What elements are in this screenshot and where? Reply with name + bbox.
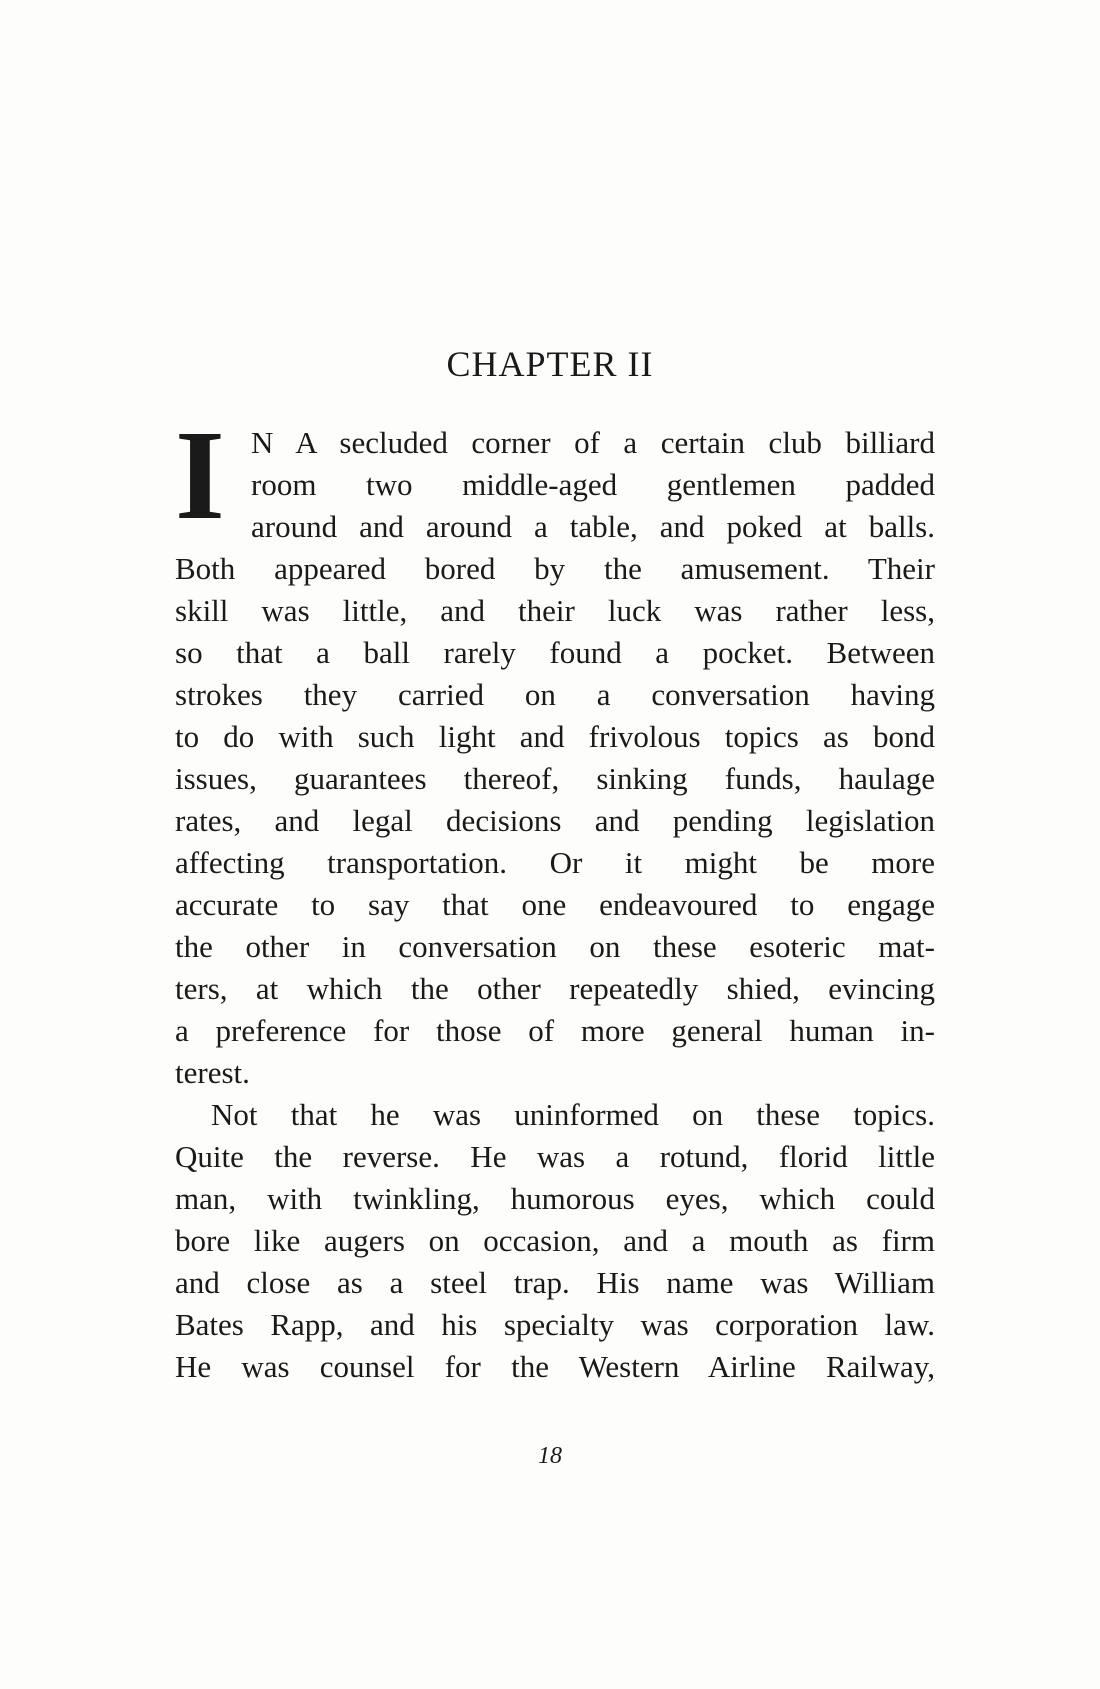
text-line: Quite the reverse. He was a rotund, florid little (175, 1139, 935, 1174)
text-line: terest. (175, 1055, 250, 1090)
text-line: the other in conversation on these esoteric mat- (175, 929, 935, 964)
text-line: so that a ball rarely found a pocket. Between (175, 635, 935, 670)
text-line: man, with twinkling, humorous eyes, which could (175, 1181, 935, 1216)
body-text (175, 422, 935, 1388)
text-line: strokes they carried on a conversation having (175, 677, 935, 712)
text-line: skill was little, and their luck was rather less, (175, 593, 935, 628)
text-line: around and around a table, and poked at balls. (251, 509, 935, 544)
page-number: 18 (538, 1443, 562, 1469)
text-line: Both appeared bored by the amusement. Their (175, 551, 935, 586)
text-line: accurate to say that one endeavoured to engage (175, 887, 935, 922)
text-line: ters, at which the other repeatedly shied, evincing (175, 971, 935, 1006)
text-line: bore like augers on occasion, and a mouth as firm (175, 1223, 935, 1258)
text-line: affecting transportation. Or it might be more (175, 845, 935, 880)
text-line: Bates Rapp, and his specialty was corporation law. (175, 1307, 935, 1342)
drop-cap: I (175, 420, 225, 532)
text-line: and close as a steel trap. His name was William (175, 1265, 935, 1300)
text-line: N A secluded corner of a certain club billiard (251, 425, 935, 460)
text-line: a preference for those of more general human in- (175, 1013, 935, 1048)
text-line: Not that he was uninformed on these topics. (211, 1097, 935, 1132)
text-line: issues, guarantees thereof, sinking funds, haulage (175, 761, 935, 796)
text-line: He was counsel for the Western Airline Railway, (175, 1349, 935, 1384)
text-line: room two middle-aged gentlemen padded (251, 467, 935, 502)
chapter-title: CHAPTER II (446, 344, 654, 384)
text-line: rates, and legal decisions and pending legislation (175, 803, 935, 838)
text-line: to do with such light and frivolous topics as bond (175, 719, 935, 754)
